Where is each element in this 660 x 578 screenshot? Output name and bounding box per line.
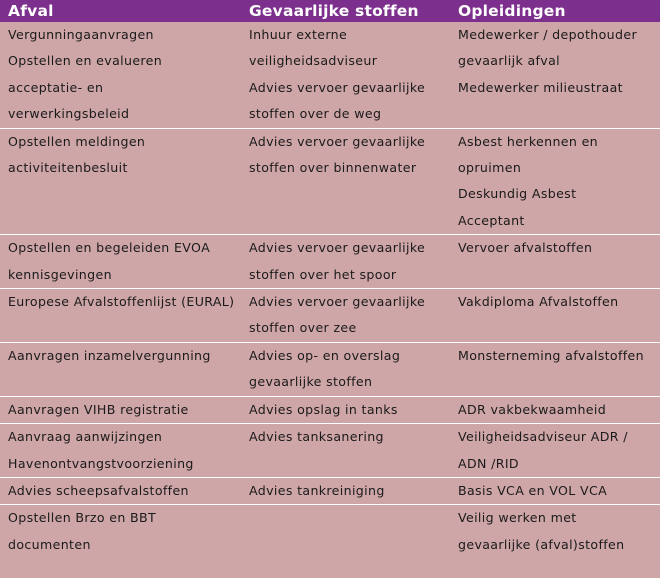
cell-line: Opstellen Brzo en BBT [8,510,157,526]
cell-line: stoffen over binnenwater [249,160,417,176]
cell-line: Inhuur externe [249,27,348,42]
cell-gevaarlijk [241,22,450,128]
cell-line: Opstellen meldingen [8,133,146,149]
cell-line: Deskundig Asbest [458,186,577,202]
cell-line: Opstellen en begeleiden EVOA [8,240,211,256]
cell-opleidingen [450,128,660,235]
cell-afval [0,342,241,396]
cell-line: Advies scheepsafvalstoffen [8,482,189,498]
table-row [0,505,660,558]
cell-line: verwerkingsbeleid [8,106,130,122]
cell-gevaarlijk [241,505,450,558]
cell-opleidingen [450,424,660,478]
cell-opleidingen [450,396,660,423]
cell-afval [0,477,241,504]
header-afval: Afval [0,0,241,22]
cell-line: ADR vakbekwaamheid [458,401,607,417]
cell-line: Advies tanksanering [249,429,384,445]
cell-line: Medewerker milieustraat [458,79,623,95]
table-row [0,342,660,396]
cell-line: Monsterneming afvalstoffen [458,347,644,363]
table-row [0,289,660,343]
cell-opleidingen [450,505,660,558]
cell-line: documenten [8,536,91,552]
cell-line: Havenontvangstvoorziening [8,455,194,471]
cell-line: Aanvraag aanwijzingen [8,429,163,445]
cell-line: Advies vervoer gevaarlijke [249,294,426,310]
cell-afval [0,235,241,289]
cell-gevaarlijk [241,342,450,396]
cell-gevaarlijk [241,477,450,504]
cell-line: kennisgevingen [8,266,112,282]
cell-line: stoffen over het spoor [249,266,397,282]
cell-line: Vervoer afvalstoffen [458,240,593,256]
cell-afval [0,128,241,235]
table-row [0,424,660,478]
cell-line: stoffen over de weg [249,106,382,122]
cell-line: activiteitenbesluit [8,160,128,176]
cell-line: Advies vervoer gevaarlijke [249,240,426,256]
cell-line: Basis VCA en VOL VCA [458,482,608,498]
table-body [0,22,660,558]
cell-line: stoffen over zee [249,320,357,336]
cell-afval [0,22,241,128]
cell-line: opruimen [458,160,522,176]
cell-line: Medewerker / depothouder [458,27,637,42]
cell-line: gevaarlijke stoffen [249,374,373,390]
header-gevaarlijke-stoffen: Gevaarlijke stoffen [241,0,450,22]
cell-opleidingen [450,22,660,128]
cell-afval [0,424,241,478]
cell-line: Advies vervoer gevaarlijke [249,133,426,149]
cell-line: Advies vervoer gevaarlijke [249,79,426,95]
cell-line: Aanvragen inzamelvergunning [8,347,211,363]
cell-afval [0,289,241,343]
cell-line: acceptatie- en [8,79,104,95]
cell-opleidingen [450,235,660,289]
cell-line: Asbest herkennen en [458,133,598,149]
cell-line: Europese Afvalstoffenlijst (EURAL) [8,294,235,310]
cell-line: Vakdiploma Afvalstoffen [458,294,619,310]
cell-line: Aanvragen VIHB registratie [8,401,189,417]
table-row [0,235,660,289]
header-row [0,0,660,22]
cell-line: Advies tankreiniging [249,482,385,498]
cell-opleidingen [450,342,660,396]
cell-line: Veilig werken met [458,510,577,526]
cell-gevaarlijk [241,396,450,423]
table-row [0,128,660,235]
cell-gevaarlijk [241,235,450,289]
cell-line: ADN /RID [458,455,519,471]
cell-line: Acceptant [458,212,525,228]
cell-line: gevaarlijke (afval)stoffen [458,536,625,552]
cell-line: Vergunningaanvragen [8,27,154,42]
cell-gevaarlijk [241,424,450,478]
cell-gevaarlijk [241,128,450,235]
cell-afval [0,396,241,423]
cell-line: Advies opslag in tanks [249,401,398,417]
cell-line: Advies op- en overslag [249,347,401,363]
table-row [0,396,660,423]
table-row [0,22,660,128]
cell-afval [0,505,241,558]
cell-opleidingen [450,477,660,504]
cell-opleidingen [450,289,660,343]
cell-line: veiligheidsadviseur [249,53,378,69]
cell-gevaarlijk [241,289,450,343]
cell-line: gevaarlijk afval [458,53,561,69]
cell-line: Opstellen en evalueren [8,53,163,69]
table-row [0,477,660,504]
cell-line: Veiligheidsadviseur ADR / [458,429,628,445]
header-opleidingen: Opleidingen [450,0,660,22]
